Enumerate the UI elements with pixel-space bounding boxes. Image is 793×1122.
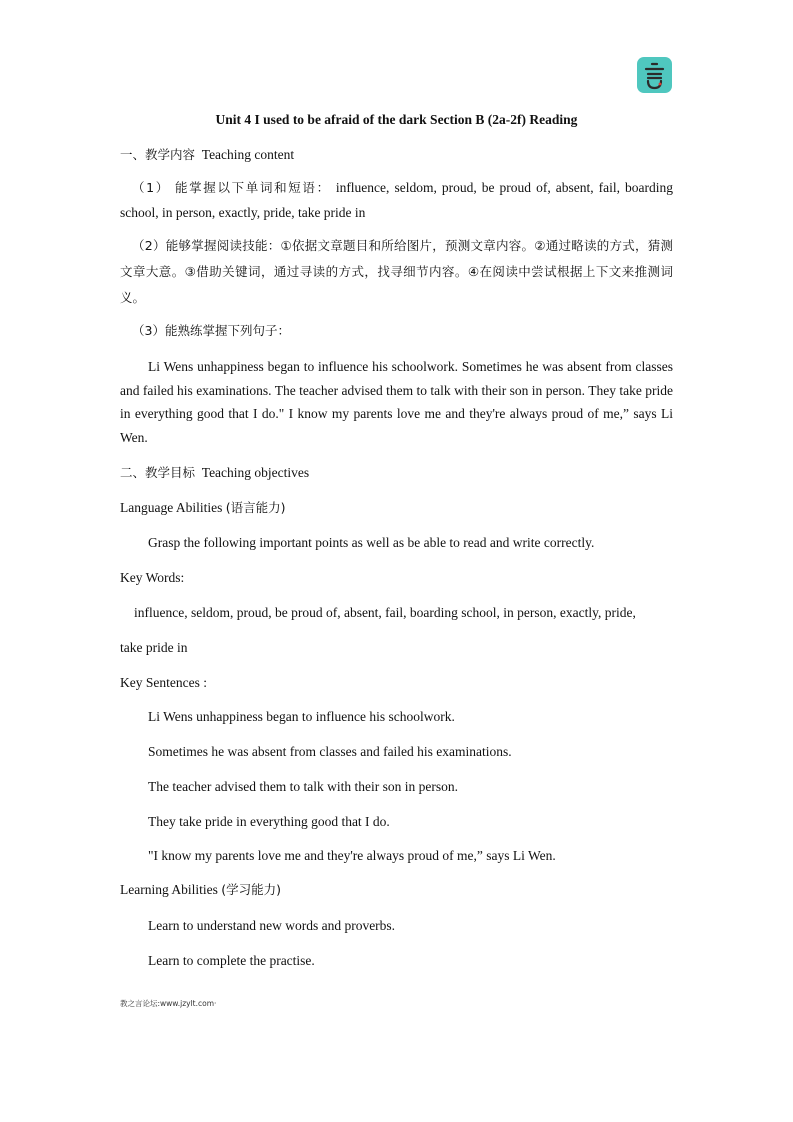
key-words-line-2: take pride in	[120, 640, 188, 655]
footer-site-text: 教之言论坛:www.jzylt.com·	[120, 999, 217, 1008]
document-title: Unit 4 I used to be afraid of the dark Section B (2a-2f) Reading	[215, 112, 578, 127]
section-1-heading-zh: 一、教学内容	[120, 147, 196, 162]
section-1-heading-en: Teaching content	[201, 147, 295, 162]
learning-ability-2: Learn to complete the practise.	[148, 953, 315, 968]
item-1-number: （1）	[132, 180, 170, 195]
key-sentence-4: They take pride in everything good that I do.	[148, 814, 390, 829]
key-words-label: Key Words:	[120, 570, 185, 585]
section-1-heading	[120, 146, 294, 164]
grasp-sentence: Grasp the following important points as well as be able to read and write correctly.	[148, 535, 595, 550]
key-sentence-2: Sometimes he was absent from classes and failed his examinations.	[148, 744, 512, 759]
key-sentence-1: Li Wens unhappiness began to influence his schoolwork.	[148, 709, 455, 724]
section-2-heading-zh: 二、教学目标	[120, 465, 196, 480]
learning-abilities-heading	[120, 881, 281, 899]
learning-abilities-zh: (学习能力)	[221, 882, 281, 897]
language-abilities-zh: (语言能力)	[225, 500, 286, 515]
item-3: （3）能熟练掌握下列句子：	[132, 323, 290, 338]
site-logo-icon	[637, 57, 672, 93]
learning-abilities-en: Learning Abilities	[120, 882, 218, 897]
key-words-line-1: influence, seldom, proud, be proud of, absent, fail, boarding school, in person, exactly, pride,	[134, 605, 636, 620]
key-sentences-label: Key Sentences :	[120, 675, 207, 690]
item-1	[120, 176, 673, 225]
section-2-heading	[120, 464, 309, 482]
section-2-heading-en: Teaching objectives	[201, 465, 310, 480]
item-2: （2）能够掌握阅读技能：①依据文章题目和所给图片，预测文章内容。②通过略读的方式，猜测文章大意。③借助关键词，通过寻读的方式，找寻细节内容。④在阅读中尝试根据上下文来推测词义。	[120, 238, 673, 305]
language-abilities-en: Language Abilities	[120, 500, 223, 515]
language-abilities-heading	[120, 499, 286, 517]
key-sentence-3: The teacher advised them to talk with their son in person.	[148, 779, 459, 794]
item-3-sentences: Li Wens unhappiness began to influence his schoolwork. Sometimes he was absent from classes and failed his examinations. The teacher advised them to talk with their son in person. They take pride in everything good that I do." I know my parents love me and they're always proud of me,” says Li Wen.	[120, 359, 673, 446]
item-1-zh: 能掌握以下单词和短语：	[174, 180, 331, 195]
key-sentence-5: "I know my parents love me and they're always proud of me,” says Li Wen.	[148, 848, 556, 863]
learning-ability-1: Learn to understand new words and proverbs.	[148, 918, 396, 933]
item-1-en: influence, seldom, proud, be proud of, absent, fail, boarding school, in person, exactly, pride, take pride in	[120, 180, 674, 220]
